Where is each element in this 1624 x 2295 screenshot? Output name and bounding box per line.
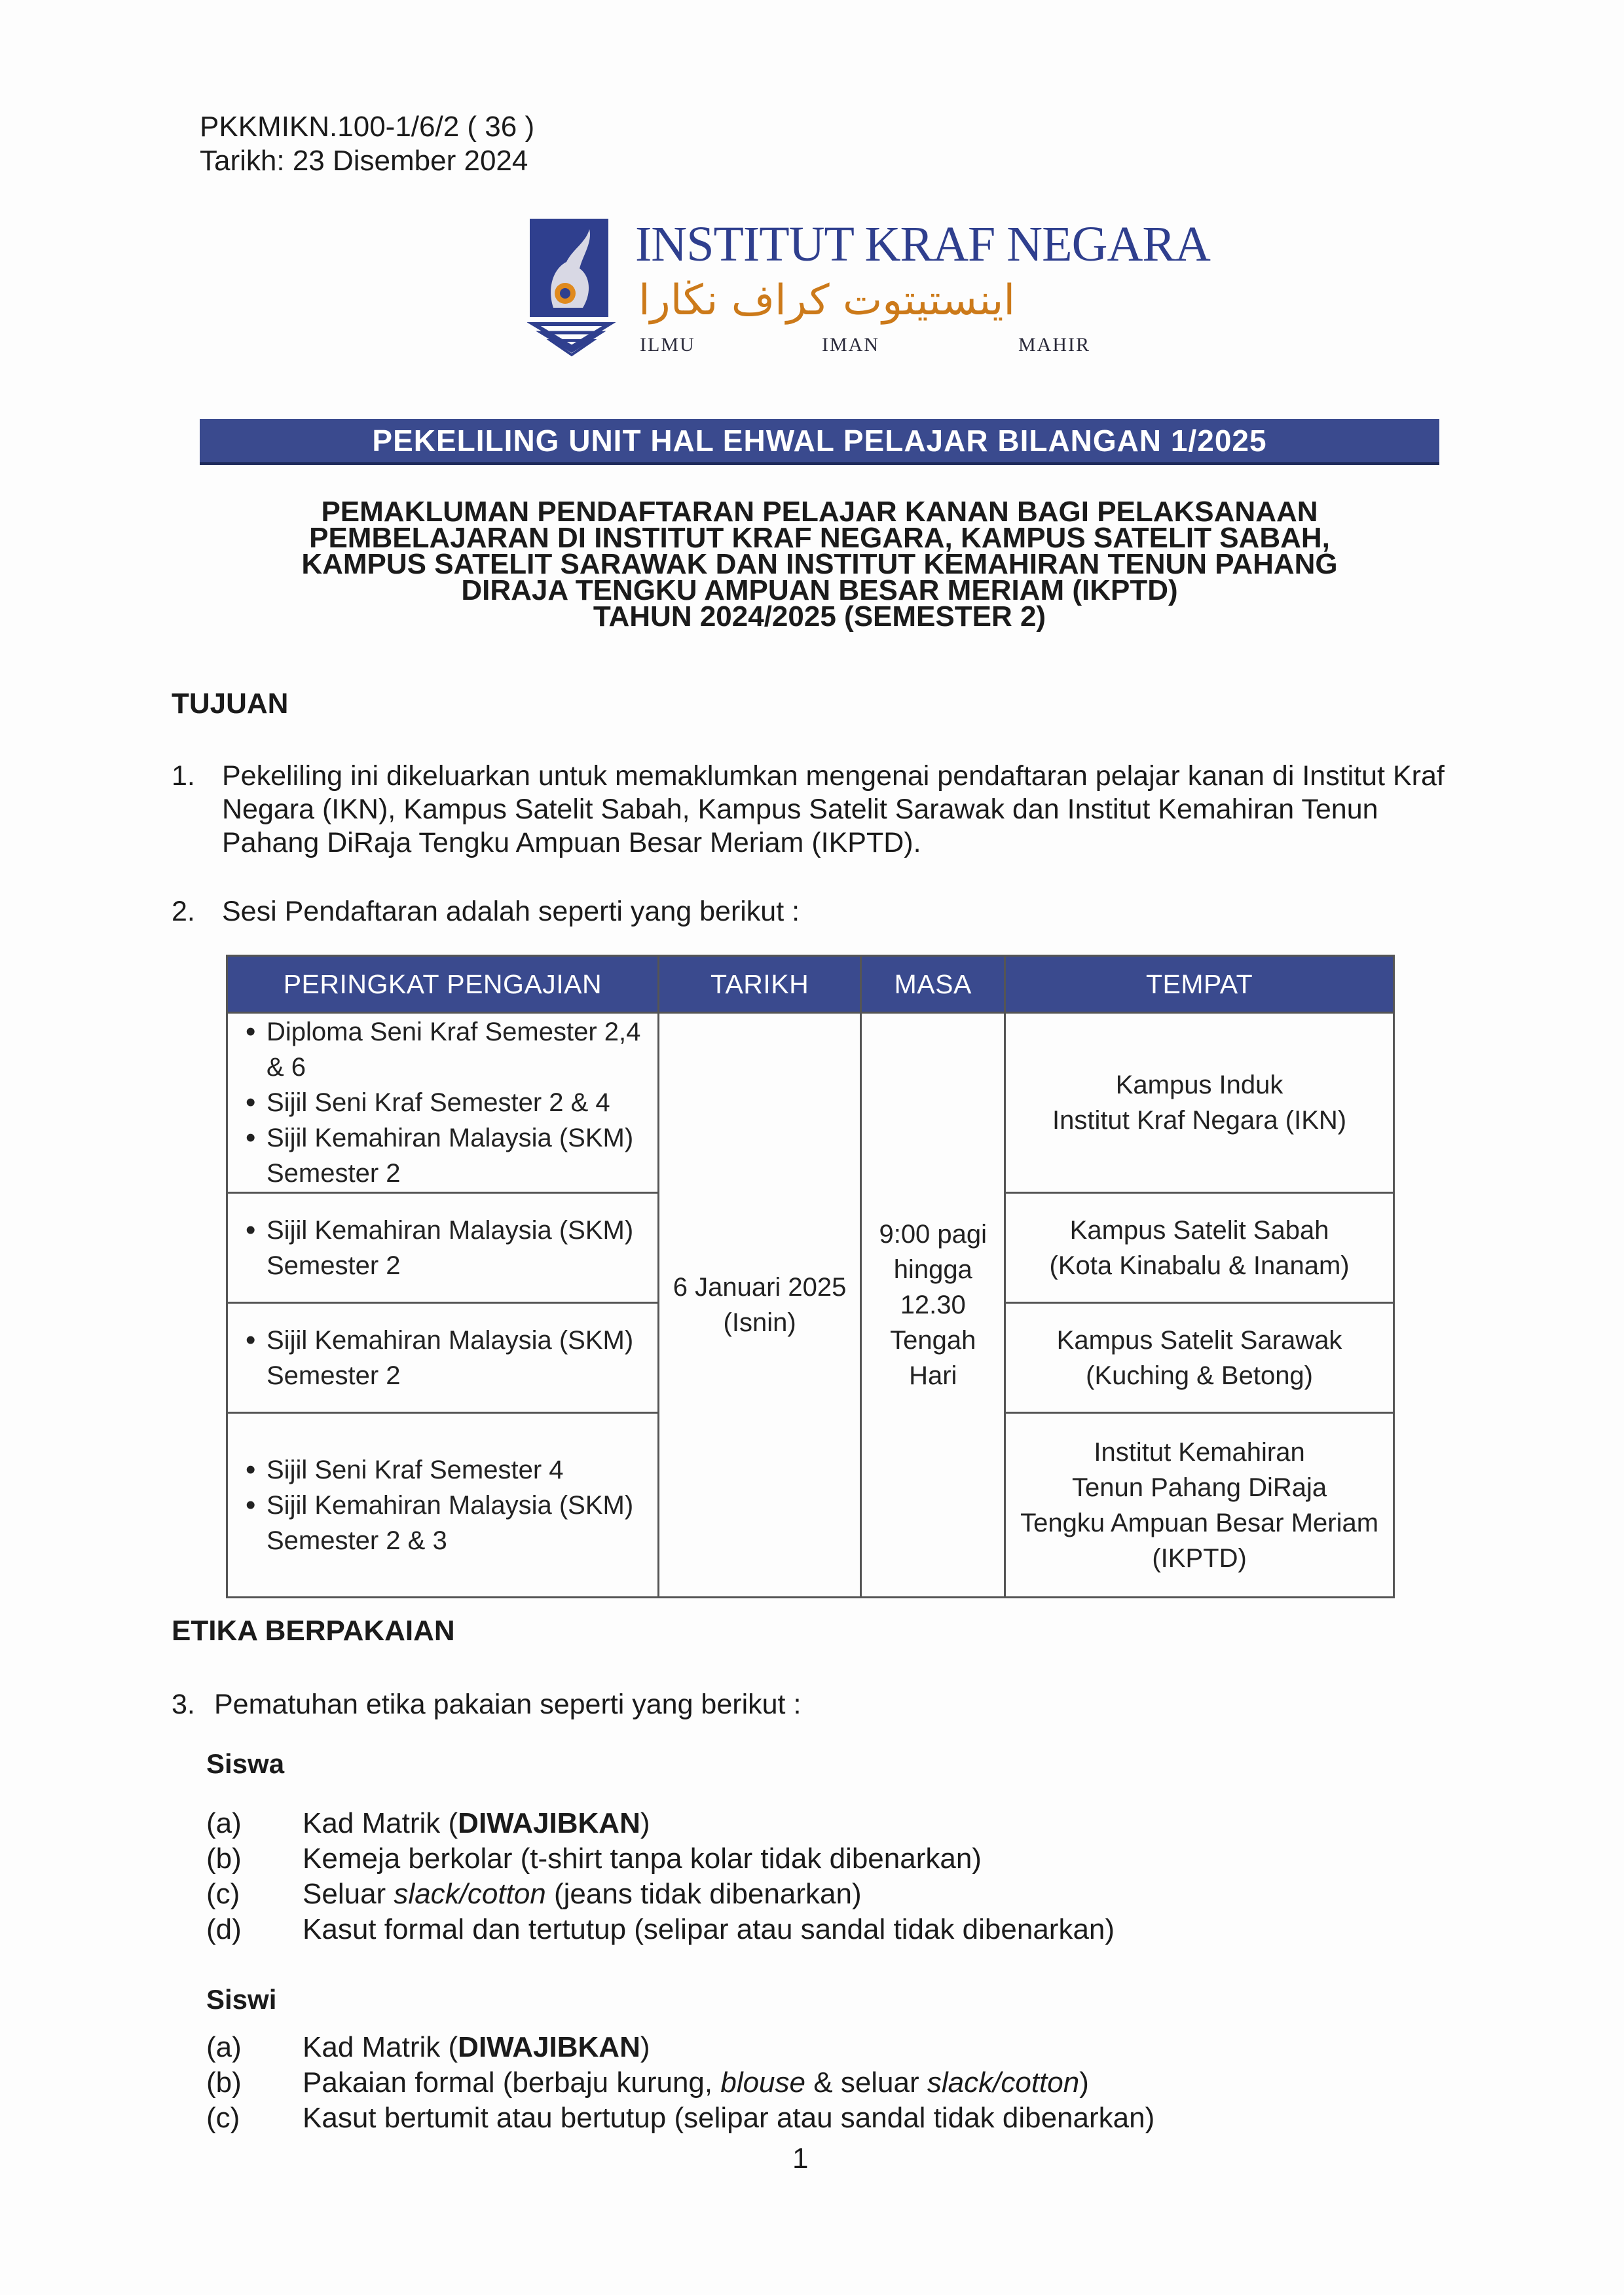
list-item: (c) Seluar slack/cotton (jeans tidak dibenarkan): [206, 1877, 1320, 1912]
siswa-list: [206, 1806, 1320, 1947]
program-cell: [227, 1413, 659, 1598]
place-cell: Kampus Induk Institut Kraf Negara (IKN): [1005, 1013, 1394, 1193]
paragraph-line: Pahang DiRaja Tengku Ampuan Besar Meriam (IKPTD).: [222, 827, 921, 858]
time-cell: 9:00 pagi hingga 12.30 Tengah Hari: [861, 1013, 1005, 1598]
column-header: MASA: [861, 956, 1005, 1013]
item-label: (b): [206, 2066, 242, 2099]
table-header-row: [227, 956, 1394, 1013]
program-cell: [227, 1303, 659, 1413]
circular-banner: PEKELILING UNIT HAL EHWAL PELAJAR BILANGAN 1/2025: [200, 419, 1439, 465]
institute-name: INSTITUT KRAF NEGARA: [635, 217, 1210, 272]
place-cell: Institut Kemahiran Tenun Pahang DiRaja Tengku Ampuan Besar Meriam (IKPTD): [1005, 1413, 1394, 1598]
item-label: (a): [206, 1807, 242, 1839]
column-header: TEMPAT: [1005, 956, 1394, 1013]
paragraph-1: [172, 760, 1468, 860]
date-cell: 6 Januari 2025 (Isnin): [658, 1013, 861, 1598]
program-item: • Sijil Kemahiran Malaysia (SKM) Semester 2: [246, 1120, 657, 1191]
page-number: 1: [792, 2142, 809, 2175]
program-cell: [227, 1193, 659, 1303]
paragraph-2: [172, 895, 800, 928]
program-item: • Sijil Seni Kraf Semester 4: [246, 1452, 657, 1488]
item-label: (c): [206, 2102, 240, 2134]
motto-ilmu: ILMU: [640, 334, 695, 356]
program-item: • Sijil Kemahiran Malaysia (SKM) Semester 2: [246, 1323, 657, 1393]
item-label: (d): [206, 1913, 242, 1945]
place-cell: Kampus Satelit Sarawak (Kuching & Betong): [1005, 1303, 1394, 1413]
program-cell: [227, 1013, 659, 1193]
table-row: [227, 1013, 1394, 1193]
paragraph-number: 3.: [172, 1689, 195, 1720]
item-label: (b): [206, 1843, 242, 1875]
paragraph-3: [172, 1688, 801, 1721]
paragraph-number: 2.: [172, 896, 195, 927]
section-heading-etika: ETIKA BERPAKAIAN: [172, 1615, 455, 1647]
program-item: • Sijil Kemahiran Malaysia (SKM) Semester 2: [246, 1213, 657, 1283]
program-item: • Diploma Seni Kraf Semester 2,4 & 6: [246, 1014, 657, 1085]
motto-mahir: MAHIR: [1018, 334, 1091, 356]
list-item: (b) Pakaian formal (berbaju kurung, blouse & seluar slack/cotton): [206, 2065, 1320, 2101]
motto-iman: IMAN: [822, 334, 879, 356]
column-header: TARIKH: [658, 956, 861, 1013]
paragraph-line: Negara (IKN), Kampus Satelit Sabah, Kampus Satelit Sarawak dan Institut Kemahiran Tenun: [222, 794, 1378, 825]
program-item: • Sijil Seni Kraf Semester 2 & 4: [246, 1085, 657, 1120]
list-item: (a) Kad Matrik (DIWAJIBKAN): [206, 2030, 1320, 2065]
siswi-list: [206, 2030, 1320, 2136]
column-header: PERINGKAT PENGAJIAN: [227, 956, 659, 1013]
paragraph-text: Sesi Pendaftaran adalah seperti yang berikut :: [222, 896, 800, 927]
paragraph-line: Pekeliling ini dikeluarkan untuk memaklumkan mengenai pendaftaran pelajar kanan di Institut Kraf: [222, 760, 1445, 792]
institute-logo: [527, 216, 1210, 373]
siswi-heading: Siswi: [206, 1984, 277, 2015]
reference-number: PKKMIKN.100-1/6/2 ( 36 ): [200, 111, 535, 143]
document-reference: [200, 110, 534, 178]
document-title: PEMAKLUMAN PENDAFTARAN PELAJAR KANAN BAGI PELAKSANAAN PEMBELAJARAN DI INSTITUT KRAF NEGARA, KAMPUS SATELIT SABAH, KAMPUS SATELIT SARAWAK DAN INSTITUT KEMAHIRAN TENUN PAHANG DIRAJA TENGKU AMPUAN BESAR MERIAM (IKPTD) TAHUN 2024/2025 (SEMESTER 2): [301, 496, 1338, 633]
list-item: (a) Kad Matrik (DIWAJIBKAN): [206, 1806, 1320, 1841]
document-date: Tarikh: 23 Disember 2024: [200, 145, 528, 177]
paragraph-text: Pematuhan etika pakaian seperti yang berikut :: [214, 1689, 802, 1720]
paragraph-number: 1.: [172, 760, 195, 792]
siswa-heading: Siswa: [206, 1748, 285, 1779]
place-cell: Kampus Satelit Sabah (Kota Kinabalu & Inanam): [1005, 1193, 1394, 1303]
section-heading-tujuan: TUJUAN: [172, 688, 289, 720]
list-item: (d) Kasut formal dan tertutup (selipar atau sandal tidak dibenarkan): [206, 1912, 1320, 1947]
list-item: (c) Kasut bertumit atau bertutup (selipar atau sandal tidak dibenarkan): [206, 2101, 1320, 2136]
registration-table: [226, 955, 1395, 1598]
craft-emblem-icon: [527, 216, 632, 373]
institute-name-jawi: اينستيتوت كراف نڬارا: [638, 276, 1016, 325]
list-item: (b) Kemeja berkolar (t-shirt tanpa kolar tidak dibenarkan): [206, 1841, 1320, 1877]
item-label: (c): [206, 1878, 240, 1910]
item-label: (a): [206, 2031, 242, 2063]
program-item: • Sijil Kemahiran Malaysia (SKM) Semester 2 & 3: [246, 1488, 657, 1558]
